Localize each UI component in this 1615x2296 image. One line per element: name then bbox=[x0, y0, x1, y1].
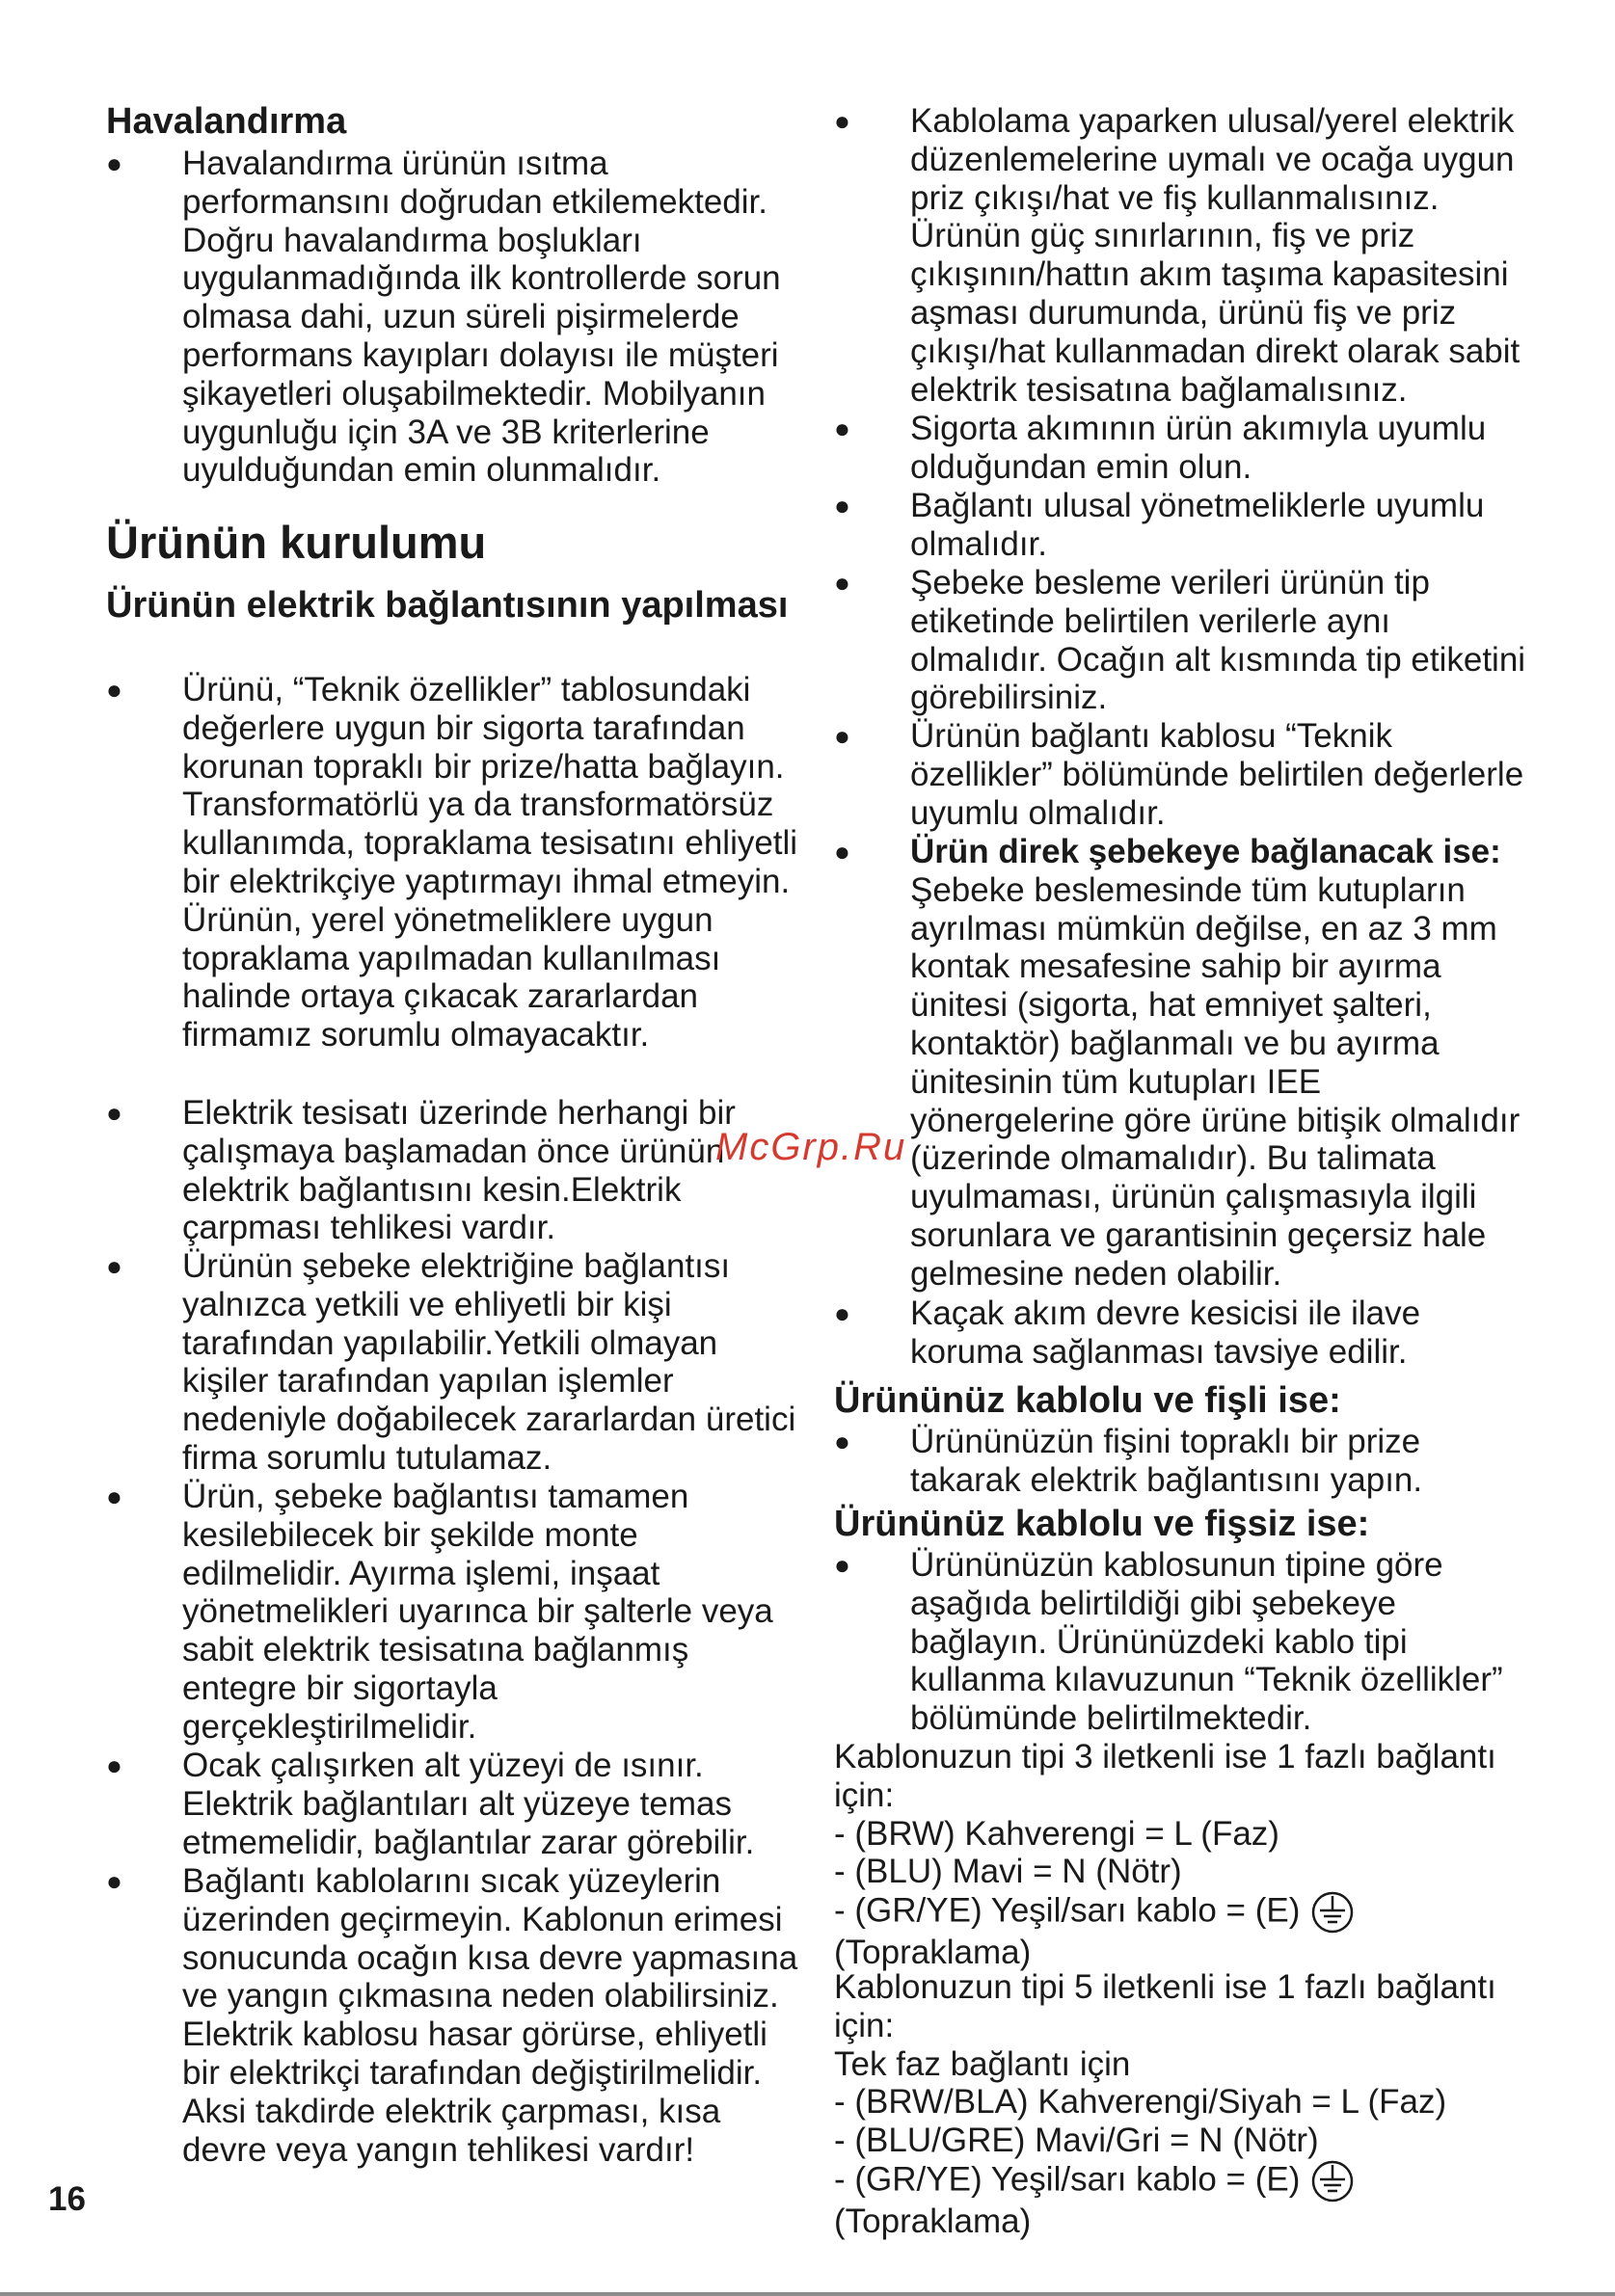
wire-line: - (BRW/BLA) Kahverengi/Siyah = L (Faz) bbox=[834, 2083, 1447, 2122]
single-phase-label: Tek faz bağlantı için bbox=[834, 2044, 1131, 2083]
three-core-block bbox=[834, 1738, 1528, 1972]
list-item: ● Sigorta akımının ürün akımıyla uyumlu olduğundan emin olun. bbox=[834, 410, 1487, 486]
bullet-icon: ● bbox=[834, 568, 850, 598]
ground-symbol-icon bbox=[1311, 1891, 1354, 1934]
electrical-connection-heading: Ürünün elektrik bağlantısının yapılması bbox=[106, 585, 789, 626]
list-item: ● Ürünü, “Teknik özellikler” tablosundaki değerlere uygun bir sigorta tarafından korunan topraklı bir prize/hatta bağlayın. Transformatörlü ya da transformatörsüz kullanımda, topraklama tesisatını ehliyetli bir elektrikçiye yaptırmayı ihmal etmeyin. Ürünün, yerel yönetmeliklere uygun topraklama yapılmadan kullanılması halinde ortaya çıkacak zararlardan firmamız sorumlu olmayacaktır. bbox=[106, 671, 798, 1055]
ventilation-bullet bbox=[106, 145, 800, 490]
bullet-icon: ● bbox=[834, 491, 850, 521]
earth-label: (Topraklama) bbox=[834, 2202, 1032, 2240]
five-core-block bbox=[834, 1968, 1528, 2241]
ground-symbol-icon bbox=[1311, 2160, 1354, 2203]
install-heading: Ürünün kurulumu bbox=[106, 517, 487, 568]
wire-line: - (BLU/GRE) Mavi/Gri = N (Nötr) bbox=[834, 2122, 1319, 2160]
page-number: 16 bbox=[48, 2180, 86, 2218]
list-item: ● Kablolama yaparken ulusal/yerel elektrik düzenlemelerine uymalı ve ocağa uygun priz çıkışı/hat ve fiş kullanmalısınız. Ürünün güç sınırlarının, fiş ve priz çıkışının/hattın akım taşıma kapasitesini aşması durumunda, ürünü fiş ve priz çıkışı/hat kullanmadan direkt olarak sabit elektrik tesisatına bağlamalısınız. bbox=[834, 102, 1521, 409]
ventilation-heading: Havalandırma bbox=[106, 101, 347, 142]
bullet-icon: ● bbox=[106, 1866, 122, 1896]
list-item: ● Elektrik tesisatı üzerinde herhangi bir çalışmaya başlamadan önce ürünün elektrik bağlantısını kesin.Elektrik çarpması tehlikesi vardır. bbox=[106, 1094, 736, 1247]
bullet-icon: ● bbox=[834, 1427, 850, 1456]
list-item: ● Ürünün şebeke elektriğine bağlantısı yalnızca yetkili ve ehliyetli bir kişi tarafından yapılabilir.Yetkili olmayan kişiler tarafından yapılan işlemler nedeniyle doğabilecek zararlardan üretici firma sorumlu tutulamaz. bbox=[106, 1247, 796, 1477]
bullet-icon: ● bbox=[834, 414, 850, 443]
bullet-icon: ● bbox=[834, 721, 850, 751]
list-item: ● Bağlantı ulusal yönetmeliklerle uyumlu olmalıdır. bbox=[834, 487, 1485, 563]
direct-connection-text: Şebeke beslemesinde tüm kutupların ayrılması mümkün değilse, en az 3 mm kontak mesafesine sahip bir ayırma ünitesi (sigorta, hat emniyet şalteri, kontaktör) bağlanmalı ve bu ayırma ünitesinin tüm kutupları IEE yönergelerine göre ürüne bitişik olmalıdır (üzerinde olmamalıdır). Bu talimata uyulmaması, ürünün çalışmasıyla ilgili sorunlara ve garantisinin geçersiz hale gelmesine neden olabilir. bbox=[910, 870, 1521, 1293]
bullet-icon: ● bbox=[106, 148, 122, 178]
bullet-icon: ● bbox=[106, 1482, 122, 1511]
bullet-icon: ● bbox=[834, 1298, 850, 1328]
wire-line-earth: - (GR/YE) Yeşil/sarı kablo = (E) bbox=[834, 1891, 1528, 1934]
list-item: ● Ürün, şebeke bağlantısı tamamen kesilebilecek bir şekilde monte edilmelidir. Ayırma işlemi, inşaat yönetmelikleri uyarınca bir şalterle veya sabit elektrik tesisatına bağlanmış entegre bir sigortayla gerçekleştirilmelidir. bbox=[106, 1478, 773, 1746]
bullet-icon: ● bbox=[834, 1550, 850, 1580]
bullet-icon: ● bbox=[106, 1251, 122, 1281]
list-item: ● Şebeke besleme verileri ürünün tip etiketinde belirtilen verilerle aynı olmalıdır. Ocağın alt kısmında tip etiketini görebilirsiniz. bbox=[834, 564, 1526, 717]
list-item: ● Kaçak akım devre kesicisi ile ilave koruma sağlanması tavsiye edilir. bbox=[834, 1295, 1421, 1371]
list-item: ● Ürününüzün fişini topraklı bir prize takarak elektrik bağlantısını yapın. bbox=[834, 1423, 1423, 1499]
bullet-icon: ● bbox=[106, 1750, 122, 1780]
bullet-icon: ● bbox=[834, 106, 850, 136]
wire-line: - (BLU) Mavi = N (Nötr) bbox=[834, 1853, 1182, 1891]
five-core-intro: Kablonuzun tipi 5 iletkenli ise 1 fazlı bağlantı için: bbox=[834, 1968, 1496, 2044]
bullet-icon: ● bbox=[834, 837, 850, 867]
wire-line-earth: - (GR/YE) Yeşil/sarı kablo = (E) bbox=[834, 2160, 1528, 2203]
bullet-icon: ● bbox=[106, 675, 122, 705]
list-item: ● Ürününüzün kablosunun tipine göre aşağıda belirtildiği gibi şebekeye bağlayın. Ürününüzdeki kablo tipi kullanma kılavuzunun “Teknik özellikler” bölümünde belirtilmektedir. bbox=[834, 1546, 1503, 1738]
noplug-heading: Ürününüz kablolu ve fişsiz ise: bbox=[834, 1504, 1370, 1544]
watermark: McGrp.Ru bbox=[715, 1126, 907, 1168]
wire-line: - (BRW) Kahverengi = L (Faz) bbox=[834, 1814, 1279, 1853]
bottom-rule bbox=[0, 2292, 1615, 2296]
direct-connection-item bbox=[834, 833, 1528, 1294]
list-item: ● Bağlantı kablolarını sıcak yüzeylerin üzerinden geçirmeyin. Kablonun erimesi sonucunda ocağın kısa devre yapmasına ve yangın çıkmasına neden olabilirsiniz. Elektrik kablosu hasar görürse, ehliyetli bir elektrikçi tarafından değiştirilmelidir. Aksi takdirde elektrik çarpması, kısa devre veya yangın tehlikesi vardır! bbox=[106, 1862, 798, 2169]
ventilation-text: Havalandırma ürünün ısıtma performansını doğrudan etkilemektedir. Doğru havalandırma boşlukları uygulanmadığında ilk kontrollerde sorun olmasa dahi, uzun süreli pişirmelerde performans kayıpları dolayısı ile müşteri şikayetleri oluşabilmektedir. Mobilyanın uygunluğu için 3A ve 3B kriterlerine uyulduğundan emin olunmalıdır. bbox=[182, 145, 781, 490]
list-item: ● Ürünün bağlantı kablosu “Teknik özellikler” bölümünde belirtilen değerlerle uyumlu olmalıdır. bbox=[834, 717, 1524, 832]
direct-connection-title: Ürün direk şebekeye bağlanacak ise: bbox=[910, 833, 1501, 870]
earth-label: (Topraklama) bbox=[834, 1934, 1032, 1972]
list-item: ● Ocak çalışırken alt yüzeyi de ısınır. Elektrik bağlantıları alt yüzeye temas etmemelidir, bağlantılar zarar görebilir. bbox=[106, 1747, 755, 1861]
three-core-intro: Kablonuzun tipi 3 iletkenli ise 1 fazlı bağlantı için: bbox=[834, 1738, 1496, 1814]
plug-heading: Ürününüz kablolu ve fişli ise: bbox=[834, 1380, 1341, 1421]
bullet-icon: ● bbox=[106, 1098, 122, 1128]
